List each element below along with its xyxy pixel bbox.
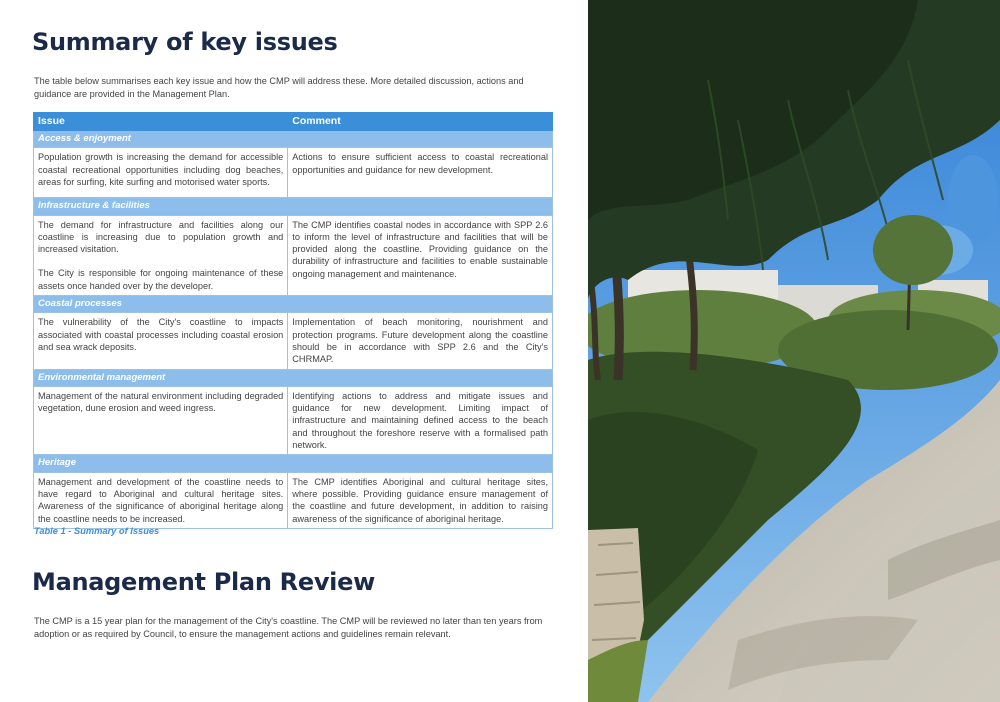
table-row [34, 472, 553, 528]
issue-cell: Management and development of the coastline needs to have regard to Aboriginal and cultural heritage sites. Awareness of the significance of aboriginal heritage along the coastline needs to be increased. [34, 472, 288, 528]
category-row [34, 455, 553, 472]
column-header-comment: Comment [288, 113, 553, 131]
category-label: Heritage [34, 455, 553, 472]
category-row [34, 369, 553, 386]
issues-table [33, 112, 553, 529]
category-row [34, 198, 553, 215]
photo-illustration [588, 0, 1000, 702]
category-label: Coastal processes [34, 296, 553, 313]
table-row [34, 386, 553, 454]
comment-cell: Identifying actions to address and mitigate issues and guidance for new development. Limiting impact of infrastructure and maintaining defined access to the beach and throughout the foreshore reserve with a formalised path network. [288, 386, 553, 454]
column-header-issue: Issue [34, 113, 288, 131]
issue-text-extra: The City is responsible for ongoing maintenance of these assets once handed over by the developer. [38, 268, 284, 291]
review-paragraph: The CMP is a 15 year plan for the management of the City's coastline. The CMP will be reviewed no later than ten years from adoption or as required by Council, to ensure the management actions and guidelines remain relevant. [34, 616, 543, 639]
table-header-row [34, 113, 553, 131]
table-row [34, 215, 553, 295]
table-caption: Table 1 - Summary of Issues [34, 526, 160, 536]
page-title-summary: Summary of key issues [32, 28, 338, 56]
page-title-review: Management Plan Review [32, 568, 375, 596]
comment-cell: The CMP identifies coastal nodes in accordance with SPP 2.6 to inform the level of infrastructure and facilities that will be provided along the coastline. Providing guidance on the durability of infrastructure and facilities to enable sustainable ongoing management and maintenance. [288, 215, 553, 295]
issue-cell: Management of the natural environment including degraded vegetation, dune erosion and weed ingress. [34, 386, 288, 454]
comment-cell: Actions to ensure sufficient access to coastal recreational opportunities and guidance for new development. [288, 148, 553, 198]
category-label: Environmental management [34, 369, 553, 386]
category-label: Infrastructure & facilities [34, 198, 553, 215]
table-row [34, 148, 553, 198]
table-row [34, 313, 553, 369]
intro-paragraph: The table below summarises each key issue and how the CMP will address these. More detailed discussion, actions and guidance are provided in the Management Plan. [34, 76, 524, 99]
comment-cell: Implementation of beach monitoring, nourishment and protection programs. Future development along the coastline should be in accordance with SPP 2.6 and the City's CHRMAP. [288, 313, 553, 369]
category-label: Access & enjoyment [34, 131, 553, 148]
issue-cell: Population growth is increasing the demand for accessible coastal recreational opportunities including dog beaches, areas for surfing, kite surfing and motorised water sports. [34, 148, 288, 198]
issue-cell [34, 215, 288, 295]
comment-cell: The CMP identifies Aboriginal and cultural heritage sites, where possible. Providing guidance ensure management of the coastline and future development, in addition to raising awareness of the significance of aboriginal heritage. [288, 472, 553, 528]
category-row [34, 131, 553, 148]
category-row [34, 296, 553, 313]
issue-text: The demand for infrastructure and facilities along our coastline is increasing due to population growth and increased visitation. [38, 219, 284, 255]
coastal-path-photo [588, 0, 1000, 702]
issue-cell: The vulnerability of the City's coastline to impacts associated with coastal processes including coastal erosion and sea wrack deposits. [34, 313, 288, 369]
